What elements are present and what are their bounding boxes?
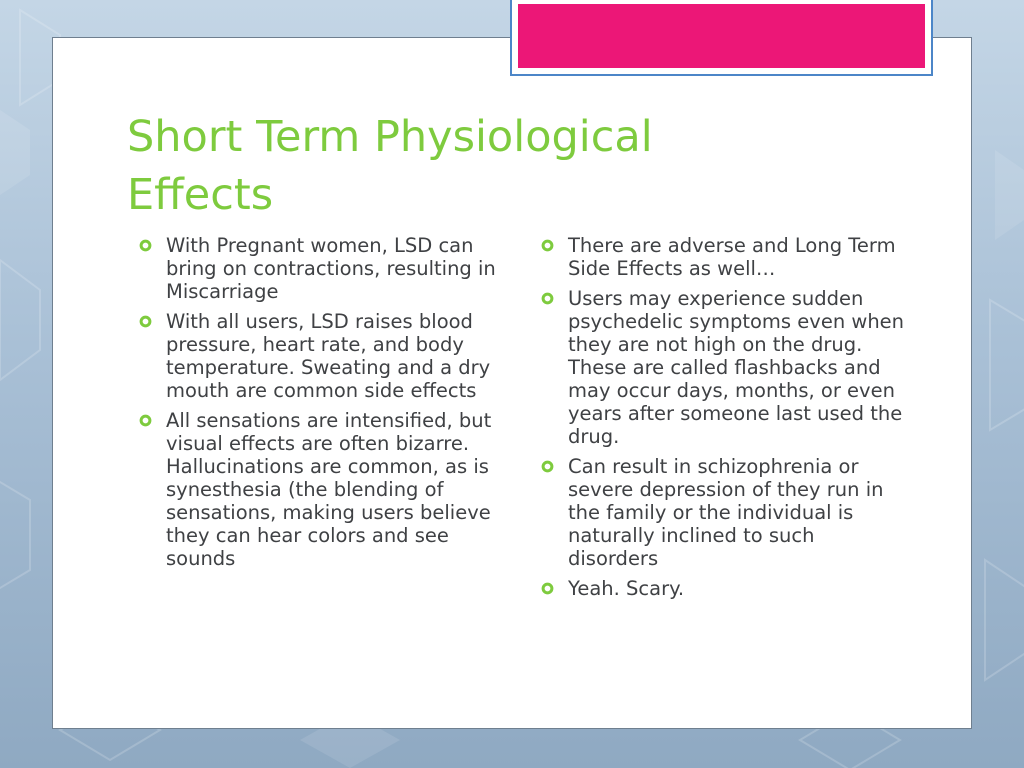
bullet-item — [541, 287, 907, 448]
right-bullet-list — [541, 234, 907, 607]
ring-bullet-icon — [139, 239, 152, 252]
bullet-text: With all users, LSD raises blood pressure, heart rate, and body temperature. Sweating and a dry mouth are common side effects — [166, 310, 491, 402]
bullet-text: Users may experience sudden psychedelic symptoms even when they are not high on the drug. These are called flashbacks and may occur days, months, or even years after someone last used the drug. — [568, 287, 905, 448]
bullet-item — [541, 577, 907, 600]
bullet-text: Can result in schizophrenia or severe depression of they run in the family or the individual is naturally inclined to such disorders — [568, 455, 884, 570]
accent-frame — [510, 0, 933, 76]
bullet-item — [541, 455, 907, 570]
ring-bullet-icon — [541, 460, 554, 473]
bullet-text: With Pregnant women, LSD can bring on contractions, resulting in Miscarriage — [166, 234, 496, 303]
slide-title: Short Term Physiological Effects — [127, 112, 653, 220]
ring-bullet-icon — [541, 582, 554, 595]
bullet-item — [139, 310, 505, 402]
ring-bullet-icon — [541, 292, 554, 305]
bullet-text: Yeah. Scary. — [568, 577, 685, 600]
bullet-item — [139, 234, 505, 303]
bullet-item — [541, 234, 907, 280]
bullet-text: All sensations are intensified, but visual effects are often bizarre. Hallucinations are common, as is synesthesia (the blending of sensations, making users believe they can hear colors and see sounds — [166, 409, 492, 570]
ring-bullet-icon — [139, 414, 152, 427]
bullet-item — [139, 409, 505, 570]
ring-bullet-icon — [541, 239, 554, 252]
left-bullet-list — [139, 234, 505, 577]
ring-bullet-icon — [139, 315, 152, 328]
bullet-text: There are adverse and Long Term Side Effects as well… — [568, 234, 896, 280]
accent-bar — [518, 4, 925, 68]
